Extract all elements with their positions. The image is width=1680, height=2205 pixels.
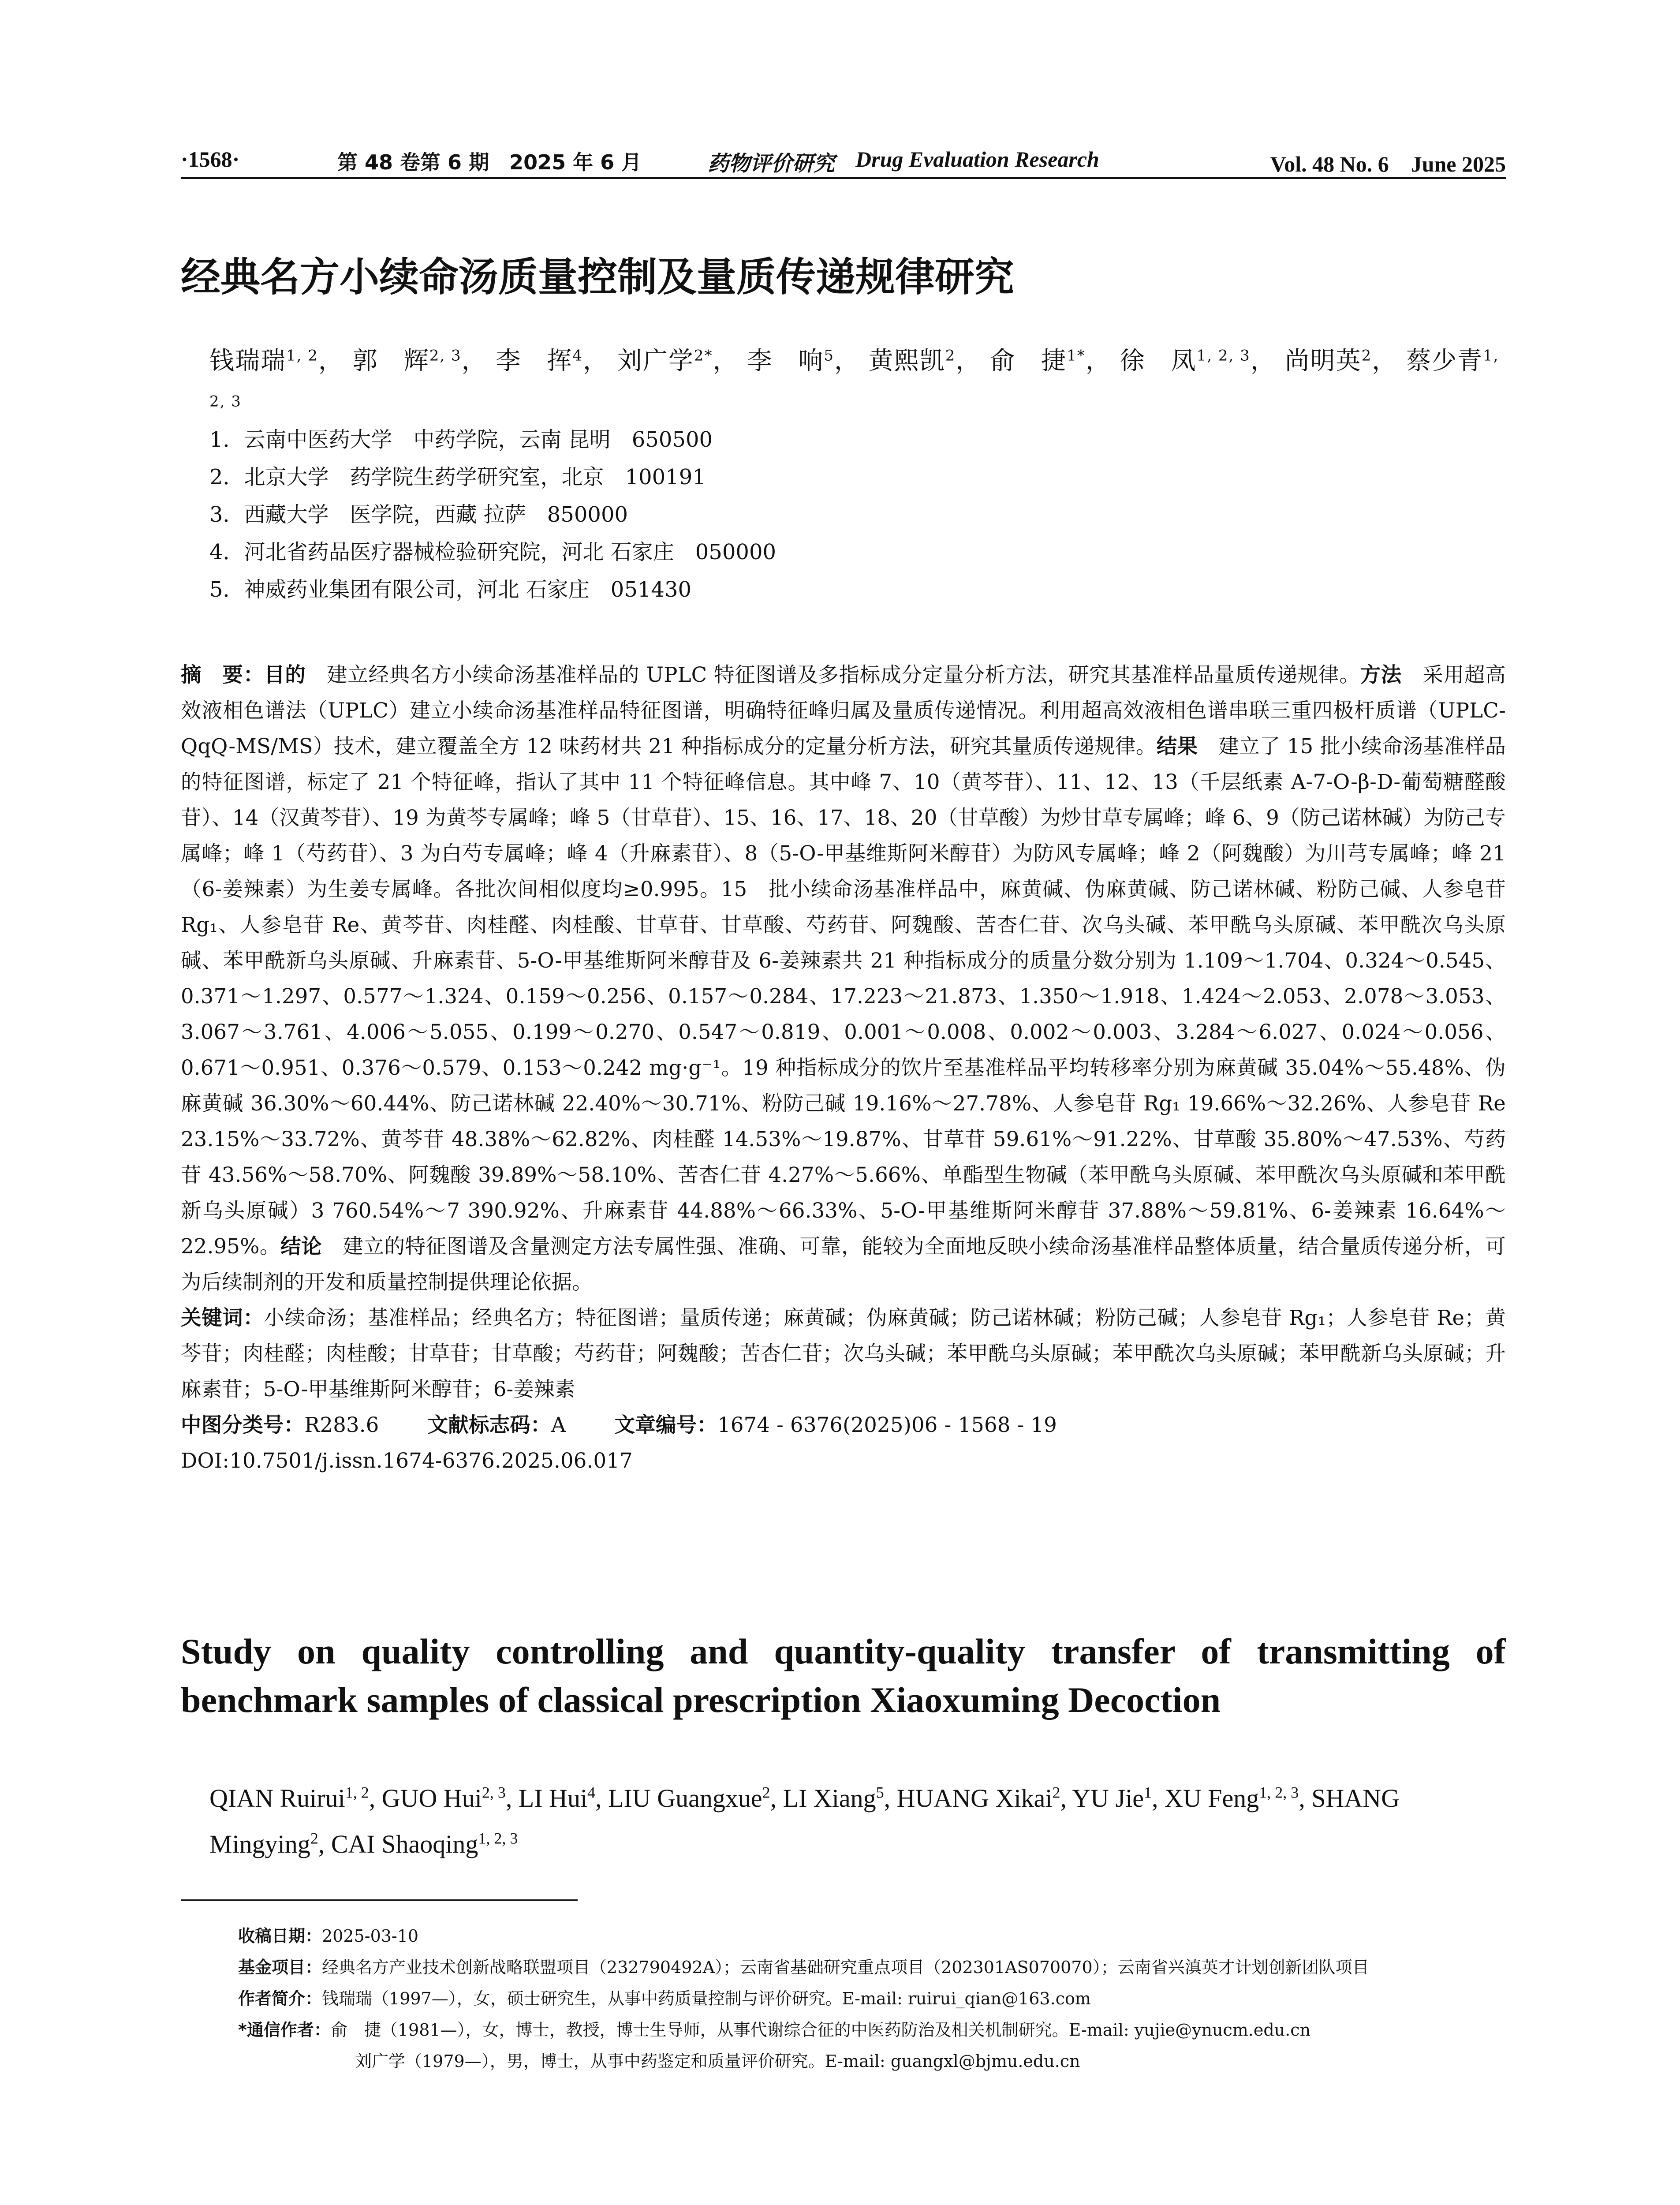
author-cn: 郭 辉$^{2, 3}$， xyxy=(352,346,487,375)
issue-info-en: Vol. 48 No. 6 June 2025 xyxy=(1270,152,1506,176)
author-cn: 俞 捷$^{1*}$， xyxy=(990,346,1111,375)
corresponding-author-line-2: 刘广学（1979—），男，博士，从事中药鉴定和质量评价研究。E-mail: guangxl@bjmu.edu.cn xyxy=(355,2052,1080,2071)
author-list-cn xyxy=(209,335,1506,427)
author-en: QIAN Ruirui$^{1, 2}$, xyxy=(209,1784,382,1813)
author-en: YU Jie$^1$, xyxy=(1072,1784,1165,1813)
author-en: LI Xiang$^5$, xyxy=(783,1784,897,1813)
article-title-cn: 经典名方小续命汤质量控制及量质传递规律研究 xyxy=(181,254,1014,300)
author-list-en xyxy=(209,1773,1506,1864)
author-cn: 李 响$^5$， xyxy=(747,346,860,375)
received-date-line: 收稿日期：2025-03-10 xyxy=(238,1926,419,1946)
objective-label: 目的 xyxy=(264,663,306,687)
author-bio-line: 作者简介：钱瑞瑞（1997—），女，硕士研究生，从事中药质量控制与评价研究。E-mail: ruirui_qian@163.com xyxy=(238,1989,1091,2008)
abstract-paragraph xyxy=(181,657,1506,1300)
methods-text: 采用超高效液相色谱法（UPLC）建立小续命汤基准样品特征图谱，明确特征峰归属及量质传递情况。利用超高效液相色谱串联三重四极杆质谱（UPLC-QqQ-MS/MS）技术，建立覆盖全方 12 味药材共 21 种指标成分的定量分析方法，研究其量质传递规律。 xyxy=(181,663,1506,758)
author-en: LI Hui$^4$, xyxy=(518,1784,609,1813)
author-cn: 徐 凤$^{1, 2, 3}$， xyxy=(1120,346,1276,375)
author-en: LIU Guangxue$^2$, xyxy=(608,1784,783,1813)
keywords-line xyxy=(181,1300,1506,1407)
footnote-divider xyxy=(181,1899,578,1901)
page-number: ·1568· xyxy=(181,147,240,172)
conclusion-text: 建立的特征图谱及含量测定方法专属性强、准确、可靠，能较为全面地反映小续命汤基准样品整体质量，结合量质传递分析，可为后续制剂的开发和质量控制提供理论依据。 xyxy=(181,1234,1506,1294)
author-cn: 钱瑞瑞$^{1, 2}$， xyxy=(209,346,344,375)
author-en: HUANG Xikai$^2$, xyxy=(896,1784,1072,1813)
author-cn: 蔡少青$^{1, 2, 3}$ xyxy=(209,346,1499,411)
abstract-block xyxy=(181,657,1506,1479)
results-text: 建立了 15 批小续命汤基准样品的特征图谱，标定了 21 个特征峰，指认了其中 11 个特征峰信息。其中峰 7、10（黄芩苷）、11、12、13（千层纸素 A-7-O-β-D-葡萄糖醛酸苷）、14（汉黄芩苷）、19 为黄芩专属峰；峰 5（甘草苷）、15、16、17、18、20（甘草酸）为炒甘草专属峰；峰 6、9（防己诺林碱）为防己专属峰；峰 1（芍药苷）、3 为白芍专属峰；峰 4（升麻素苷）、8（5-O-甲基维斯阿米醇苷）为防风专属峰；峰 2（阿魏酸）为川芎专属峰；峰 21（6-姜辣素）为生姜专属峰。各批次间相似度均≥0.995。15 批小续命汤基准样品中，麻黄碱、伪麻黄碱、防己诺林碱、粉防己碱、人参皂苷 Rg₁、人参皂苷 Re、黄芩苷、肉桂醛、肉桂酸、甘草苷、甘草酸、芍药苷、阿魏酸、苦杏仁苷、次乌头碱、苯甲酰乌头原碱、苯甲酰次乌头原碱、苯甲酰新乌头原碱、升麻素苷、5-O-甲基维斯阿米醇苷及 6-姜辣素共 21 种指标成分的质量分数分别为 1.109～1.704、0.324～0.545、0.371～1.297、0.577～1.324、0.159～0.256、0.157～0.284、17.223～21.873、1.350～1.918、1.424～2.053、2.078～3.053、3.067～3.761、4.006～5.055、0.199～0.270、0.547～0.819、0.001～0.008、0.002～0.003、3.284～6.027、0.024～0.056、0.671～0.951、0.376～0.579、0.153～0.242 mg·g⁻¹。19 种指标成分的饮片至基准样品平均转移率分别为麻黄碱 35.04%～55.48%、伪麻黄碱 36.30%～60.44%、防己诺林碱 22.40%～30.71%、粉防己碱 19.16%～27.78%、人参皂苷 Rg₁ 19.66%～32.26%、人参皂苷 Re 23.15%～33.72%、黄芩苷 48.38%～62.82%、肉桂醛 14.53%～19.87%、甘草苷 59.61%～91.22%、甘草酸 35.80%～47.53%、芍药苷 43.56%～58.70%、阿魏酸 39.89%～58.10%、苦杏仁苷 4.27%～5.66%、单酯型生物碱（苯甲酰乌头原碱、苯甲酰次乌头原碱和苯甲酰新乌头原碱）3 760.54%～7 390.92%、升麻素苷 44.88%～66.33%、5-O-甲基维斯阿米醇苷 37.88%～59.81%、6-姜辣素 16.64%～22.95%。 xyxy=(181,734,1506,1258)
objective-text: 建立经典名方小续命汤基准样品的 UPLC 特征图谱及多指标成分定量分析方法，研究其基准样品量质传递规律。 xyxy=(306,663,1360,687)
author-cn: 刘广学$^{2*}$， xyxy=(617,346,739,375)
clc-value: R283.6 xyxy=(304,1413,379,1437)
author-en: GUO Hui$^{2, 3}$, xyxy=(381,1784,519,1813)
journal-name-cn: 药物评价研究 xyxy=(708,151,835,176)
affiliation-item: 4．河北省药品医疗器械检验研究院，河北 石家庄 050000 xyxy=(209,540,777,564)
author-en: CAI Shaoqing$^{1, 2, 3}$ xyxy=(331,1829,518,1858)
conclusion-label: 结论 xyxy=(280,1234,322,1258)
clc-label: 中图分类号： xyxy=(181,1413,305,1437)
author-en: XU Feng$^{1, 2, 3}$, xyxy=(1165,1784,1312,1813)
author-cn: 尚明英$^2$， xyxy=(1284,346,1398,375)
results-label: 结果 xyxy=(1156,734,1198,758)
footnotes-block xyxy=(238,1921,1508,2077)
author-cn: 黄熙凯$^2$， xyxy=(868,346,982,375)
doc-code-label: 文献标志码： xyxy=(427,1413,551,1437)
doi-line: DOI:10.7501/j.issn.1674-6376.2025.06.017 xyxy=(181,1449,633,1472)
issue-info-cn: 第 48 卷第 6 期 2025 年 6 月 xyxy=(337,150,642,174)
corresponding-author-line: *通信作者：俞 捷（1981—），女，博士，教授，博士生导师，从事代谢综合征的中医药防治及相关机制研究。E-mail: yujie@ynucm.edu.cn xyxy=(238,2020,1311,2040)
fund-line: 基金项目：经典名方产业技术创新战略联盟项目（232790492A）；云南省基础研究重点项目（202301AS070070）；云南省兴滇英才计划创新团队项目 xyxy=(238,1958,1369,1977)
running-header xyxy=(181,140,1506,179)
author-en: SHANG Mingying$^2$, xyxy=(209,1784,1400,1858)
classification-line xyxy=(181,1407,1506,1443)
keywords-text: 小续命汤；基准样品；经典名方；特征图谱；量质传递；麻黄碱；伪麻黄碱；防己诺林碱；粉防己碱；人参皂苷 Rg₁；人参皂苷 Re；黄芩苷；肉桂醛；肉桂酸；甘草苷；甘草酸；芍药苷；阿魏酸；苦杏仁苷；次乌头碱；苯甲酰乌头原碱；苯甲酰次乌头原碱；苯甲酰新乌头原碱；升麻素苷；5-O-甲基维斯阿米醇苷；6-姜辣素 xyxy=(181,1306,1506,1401)
affiliation-list xyxy=(209,421,1488,609)
article-no-value: 1674 - 6376(2025)06 - 1568 - 19 xyxy=(717,1413,1057,1437)
affiliation-item: 2．北京大学 药学院生药学研究室，北京 100191 xyxy=(209,465,706,490)
methods-label: 方法 xyxy=(1360,663,1402,687)
keywords-label: 关键词： xyxy=(181,1306,264,1330)
affiliation-item: 3．西藏大学 医学院，西藏 拉萨 850000 xyxy=(209,502,628,527)
article-title-en: Study on quality controlling and quantity-quality transfer of transmitting of benchmark samples of classical prescription Xiaoxuming Decoction xyxy=(181,1631,1506,1720)
abstract-label: 摘 要： xyxy=(181,663,265,687)
affiliation-item: 5．神威药业集团有限公司，河北 石家庄 051430 xyxy=(209,577,692,602)
doc-code-value: A xyxy=(551,1413,566,1437)
author-cn: 李 挥$^4$， xyxy=(496,346,609,375)
journal-name-en: Drug Evaluation Research xyxy=(855,147,1099,172)
article-no-label: 文章编号： xyxy=(614,1413,718,1437)
affiliation-item: 1．云南中医药大学 中药学院，云南 昆明 650500 xyxy=(209,427,713,452)
